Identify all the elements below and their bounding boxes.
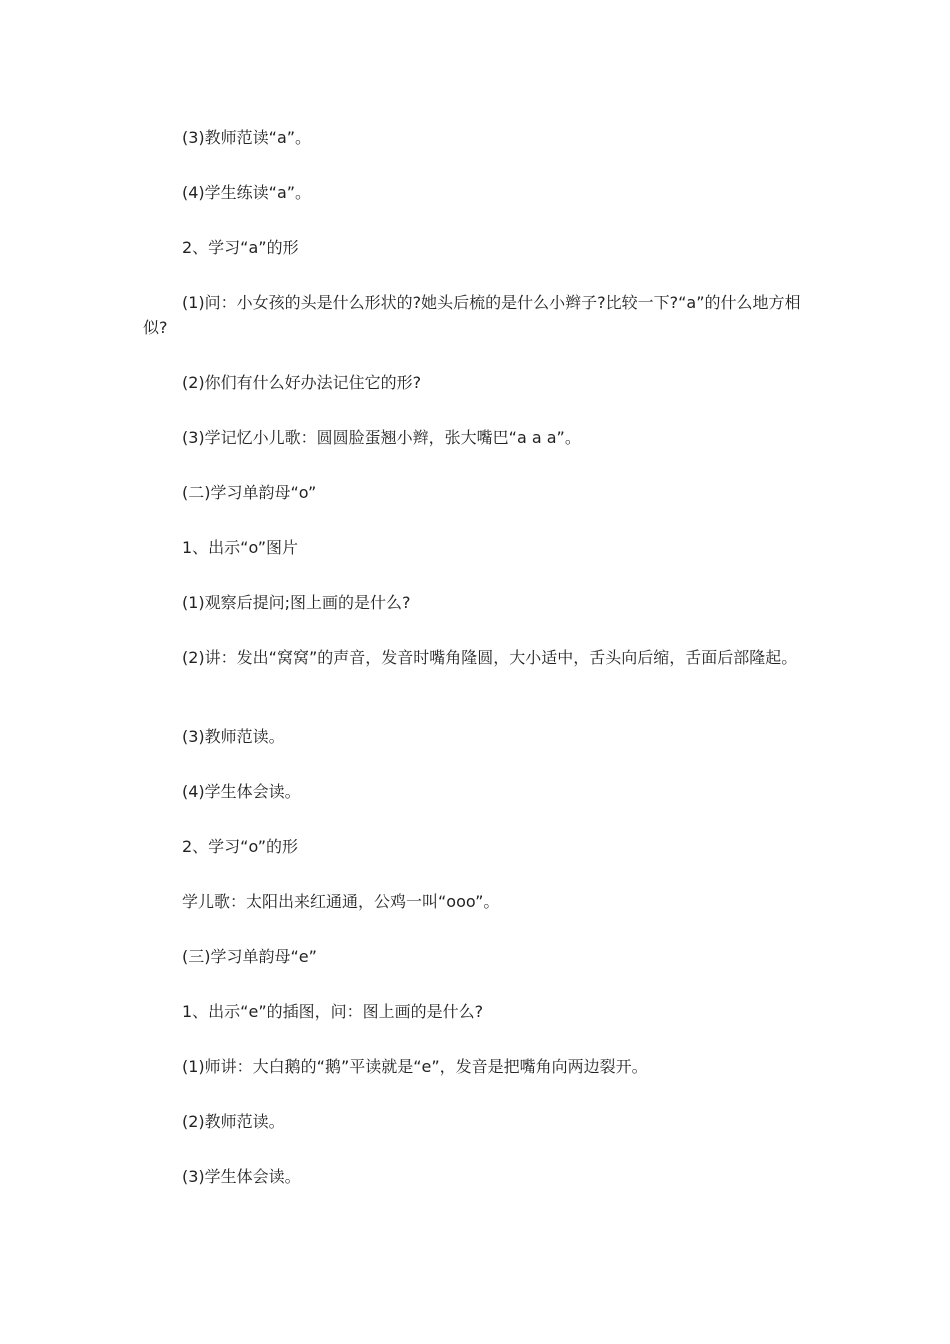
paragraph: (2)你们有什么好办法记住它的形? [182, 373, 422, 392]
paragraph: 2、学习“a”的形 [182, 238, 299, 257]
paragraph: (1)观察后提问;图上画的是什么? [182, 593, 411, 612]
paragraph: 1、出示“e”的插图，问：图上画的是什么? [182, 1002, 484, 1021]
section-heading: (三)学习单韵母“e” [182, 947, 317, 966]
paragraph: (2)讲：发出“窝窝”的声音，发音时嘴角隆圆，大小适中，舌头向后缩，舌面后部隆起。 [182, 648, 798, 667]
section-heading: (二)学习单韵母“o” [182, 483, 317, 502]
paragraph: 学儿歌：太阳出来红通通，公鸡一叫“ooo”。 [182, 892, 500, 911]
paragraph: (2)教师范读。 [182, 1112, 285, 1131]
paragraph: (4)学生体会读。 [182, 782, 301, 801]
paragraph: 1、出示“o”图片 [182, 538, 298, 557]
paragraph: (3)教师范读。 [182, 727, 285, 746]
paragraph: (3)教师范读“a”。 [182, 128, 312, 147]
paragraph: (3)学生体会读。 [182, 1167, 301, 1186]
paragraph: 2、学习“o”的形 [182, 837, 298, 856]
paragraph: (1)问：小女孩的头是什么形状的?她头后梳的是什么小辫子?比较一下?“a”的什么地方相似? [143, 293, 801, 337]
paragraph: (3)学记忆小儿歌：圆圆脸蛋翘小辫，张大嘴巴“a a a”。 [182, 428, 581, 447]
paragraph: (1)师讲：大白鹅的“鹅”平读就是“e”，发音是把嘴角向两边裂开。 [182, 1057, 648, 1076]
paragraph: (4)学生练读“a”。 [182, 183, 312, 202]
